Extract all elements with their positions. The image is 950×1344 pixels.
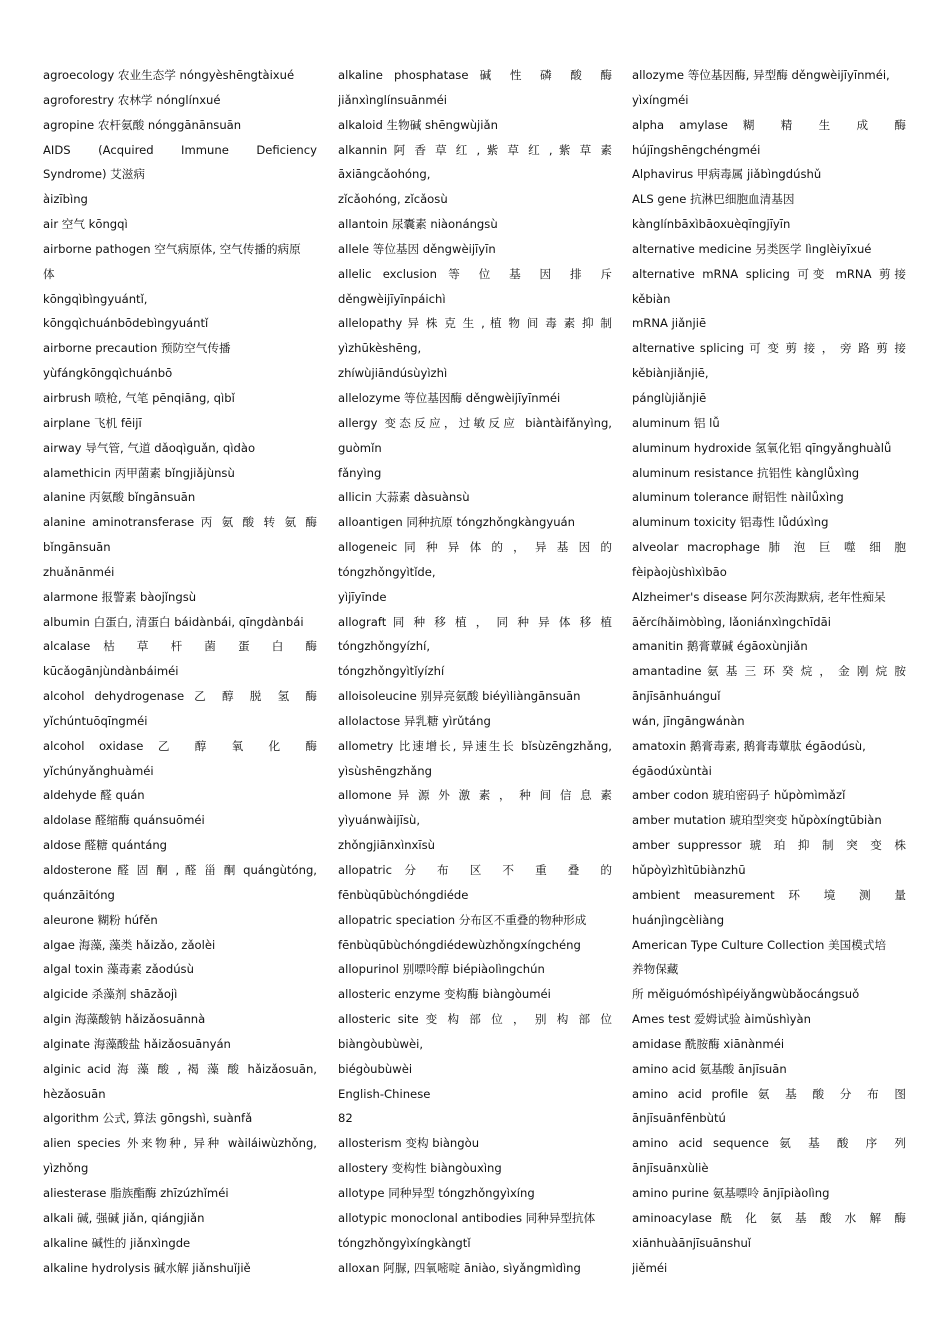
dictionary-line: alien species 外来物种, 异种 wàiláiwùzhǒng, xyxy=(43,1136,317,1151)
dictionary-line: aluminum hydroxide 氢氧化铝 qīngyǎnghuàlǚ xyxy=(632,440,892,455)
dictionary-line: jiěméi xyxy=(632,1260,668,1275)
dictionary-line: amino purine 氨基嘌呤 ānjīpiàolìng xyxy=(632,1185,830,1200)
dictionary-line: amatoxin 鹅膏毒素, 鹅膏毒蕈肽 égāodúsù, xyxy=(632,738,866,753)
dictionary-line: airborne precaution 预防空气传播 xyxy=(43,341,231,356)
dictionary-line: allogeneic 同 种 异 体 的 ， 异 基 因 的 xyxy=(338,540,612,555)
dictionary-line: huánjìngcèliàng xyxy=(632,912,725,927)
dictionary-line: fǎnyìng xyxy=(338,465,382,480)
dictionary-line: alternative medicine 另类医学 lìnglèiyīxué xyxy=(632,241,872,256)
dictionary-line: amber codon 琥珀密码子 hǔpòmìmǎzǐ xyxy=(632,788,846,803)
dictionary-line: alkali 碱, 强碱 jiǎn, qiángjiǎn xyxy=(43,1210,205,1225)
dictionary-line: alcalase 枯 草 杆 菌 蛋 白 酶 xyxy=(43,639,317,654)
dictionary-line: alveolar macrophage 肺 泡 巨 噬 细 胞 xyxy=(632,540,906,555)
dictionary-line: algae 海藻, 藻类 hǎizǎo, zǎolèi xyxy=(43,937,216,952)
dictionary-line: aldosterone 醛 固 酮 , 醛 甾 酮 quángùtóng, xyxy=(43,863,317,877)
dictionary-line: yìsùshēngzhǎng xyxy=(338,763,432,778)
dictionary-line: allosteric site 变 构 部 位 ， 别 构 部 位 xyxy=(338,1012,612,1027)
dictionary-line: agroecology 农业生态学 nóngyèshēngtàixué xyxy=(43,68,295,82)
dictionary-line: alkaloid 生物碱 shēngwùjiǎn xyxy=(338,117,498,132)
dictionary-line: alanine aminotransferase 丙 氨 酸 转 氨 酶 xyxy=(43,515,317,530)
dictionary-line: allomone 异 源 外 激 素 ， 种 间 信 息 素 xyxy=(338,788,612,803)
dictionary-line: agroforestry 农林学 nónglínxué xyxy=(43,92,221,107)
dictionary-line: American Type Culture Collection 美国模式培 xyxy=(632,937,887,952)
dictionary-line: English-Chinese xyxy=(338,1086,431,1101)
dictionary-line: alloisoleucine 别异亮氨酸 biéyìliàngānsuān xyxy=(338,689,581,704)
dictionary-line: fèipàojùshìxìbāo xyxy=(632,564,727,579)
dictionary-line: ānjīsānhuánguǐ xyxy=(632,689,721,704)
dictionary-line: bǐngānsuān xyxy=(43,540,111,555)
column-3 xyxy=(632,63,906,1280)
dictionary-line: alginic acid 海 藻 酸 , 褐 藻 酸 hǎizǎosuān, xyxy=(43,1061,317,1076)
column-1 xyxy=(43,63,317,1280)
dictionary-line: pánglùjiǎnjiē xyxy=(632,390,707,405)
dictionary-line: tóngzhǒngyìtǐyízhí xyxy=(338,664,445,679)
dictionary-line: Syndrome) 艾滋病 xyxy=(43,167,145,182)
dictionary-line: allopatric 分 布 区 不 重 叠 的 xyxy=(338,863,612,877)
dictionary-line: jiǎnxìnglínsuānméi xyxy=(338,92,447,107)
dictionary-line: biégòubùwèi xyxy=(338,1061,413,1076)
dictionary-line: yùfángkōngqìchuánbō xyxy=(43,366,173,381)
dictionary-line: aliesterase 脂族酯酶 zhīzúzhǐméi xyxy=(43,1185,229,1200)
dictionary-line: 体 xyxy=(43,266,55,281)
dictionary-line: zhǒngjiānxìnxīsù xyxy=(338,838,436,853)
dictionary-line: allolactose 异乳糖 yìrǔtáng xyxy=(338,713,491,728)
dictionary-line: alanine 丙氨酸 bǐngānsuān xyxy=(43,490,196,505)
dictionary-line: airplane 飞机 fēijī xyxy=(43,415,142,430)
dictionary-line: amino acid profile 氨 基 酸 分 布 图 xyxy=(632,1086,906,1101)
dictionary-line: mRNA jiǎnjiē xyxy=(632,316,707,331)
dictionary-line: amino acid 氨基酸 ānjīsuān xyxy=(632,1061,787,1076)
dictionary-line: alloxan 阿脲, 四氧嘧啶 āniào, sìyǎngmìdìng xyxy=(338,1260,581,1275)
dictionary-line: alginate 海藻酸盐 hǎizǎosuānyán xyxy=(43,1036,231,1051)
dictionary-line: āěrcíhǎimòbìng, lǎoniánxìngchīdāi xyxy=(632,614,831,629)
dictionary-line: aminoacylase 酰 化 氨 基 酸 水 解 酶 xyxy=(632,1210,906,1225)
dictionary-line: ambient measurement 环 境 测 量 xyxy=(632,887,906,902)
dictionary-line: fēnbùqūbùchóngdiéde xyxy=(338,887,469,902)
dictionary-line: allozyme 等位基因酶, 异型酶 děngwèijīyīnméi, xyxy=(632,68,890,82)
dictionary-line: zhuǎnānméi xyxy=(43,564,115,579)
dictionary-line: aldolase 醛缩酶 quánsuōméi xyxy=(43,813,205,828)
dictionary-line: allosterism 变构 biàngòu xyxy=(338,1136,480,1151)
dictionary-line: allostery 变构性 biàngòuxìng xyxy=(338,1161,502,1176)
dictionary-line: allopurinol 别嘌呤醇 biépiàolìngchún xyxy=(338,962,545,977)
dictionary-line: égāodúxùntài xyxy=(632,763,712,778)
dictionary-line: alkaline 碱性的 jiǎnxìngde xyxy=(43,1235,191,1250)
dictionary-line: air 空气 kōngqì xyxy=(43,217,128,232)
dictionary-line: Ames test 爱姆试验 àimǔshìyàn xyxy=(632,1012,811,1027)
column-2 xyxy=(338,63,612,1280)
dictionary-line: amber mutation 琥珀型突变 hǔpòxíngtūbiàn xyxy=(632,813,882,828)
dictionary-line: zǐcǎohóng, zǐcǎosù xyxy=(338,192,448,207)
dictionary-line: allele 等位基因 děngwèijīyīn xyxy=(338,241,496,256)
dictionary-line: kōngqìchuánbōdebìngyuántǐ xyxy=(43,316,209,331)
dictionary-line: yìyuánwàijīsù, xyxy=(338,813,421,828)
dictionary-line: aldehyde 醛 quán xyxy=(43,788,145,803)
dictionary-line: yǐchúnyǎnghuàméi xyxy=(43,763,154,778)
dictionary-line: amanitin 鹅膏蕈碱 égāoxùnjiǎn xyxy=(632,639,808,654)
dictionary-line: zhíwùjiāndúsùyìzhì xyxy=(338,366,448,381)
dictionary-line: amantadine 氨 基 三 环 癸 烷 ， 金 刚 烷 胺 xyxy=(632,664,906,679)
dictionary-line: amidase 酰胺酶 xiānànméi xyxy=(632,1036,785,1051)
dictionary-line: yǐchúntuōqīngméi xyxy=(43,713,148,728)
dictionary-line: fēnbùqūbùchóngdiédewùzhǒngxíngchéng xyxy=(338,937,581,952)
dictionary-line: hújīngshēngchéngméi xyxy=(632,142,761,157)
dictionary-line: ALS gene 抗淋巴细胞血清基因 xyxy=(632,192,795,207)
dictionary-line: yìxíngméi xyxy=(632,92,689,107)
dictionary-line: allometry 比速增长, 异速生长 bǐsùzēngzhǎng, xyxy=(338,738,612,753)
dictionary-line: alcohol oxidase 乙 醇 氧 化 酶 xyxy=(43,738,317,753)
dictionary-line: airborne pathogen 空气病原体, 空气传播的病原 xyxy=(43,241,301,256)
dictionary-line: allelozyme 等位基因酶 děngwèijīyīnméi xyxy=(338,390,561,405)
dictionary-line: allotype 同种异型 tóngzhǒngyìxíng xyxy=(338,1185,535,1200)
dictionary-line: alamethicin 丙甲菌素 bǐngjiǎjùnsù xyxy=(43,465,235,480)
dictionary-line: algicide 杀藻剂 shāzǎojì xyxy=(43,987,178,1002)
dictionary-line: 82 xyxy=(338,1111,353,1126)
dictionary-line: aleurone 糊粉 húfěn xyxy=(43,912,158,927)
dictionary-line: yìzhǒng xyxy=(43,1161,89,1176)
dictionary-line: alcohol dehydrogenase 乙 醇 脱 氢 酶 xyxy=(43,689,317,704)
dictionary-line: allelopathy 异 株 克 生 , 植 物 间 毒 素 抑 制 xyxy=(338,316,612,331)
dictionary-line: allicin 大蒜素 dàsuànsù xyxy=(338,490,470,505)
dictionary-line: albumin 白蛋白, 清蛋白 báidànbái, qīngdànbái xyxy=(43,614,304,629)
dictionary-line: quánzāitóng xyxy=(43,887,115,902)
dictionary-line: algorithm 公式, 算法 gōngshì, suànfǎ xyxy=(43,1111,253,1126)
dictionary-line: ānjīsuānxùliè xyxy=(632,1161,709,1176)
dictionary-line: alternative mRNA splicing 可变 mRNA 剪接 xyxy=(632,266,906,281)
dictionary-line: AIDS (Acquired Immune Deficiency xyxy=(43,142,317,157)
dictionary-line: yìjīyīnde xyxy=(338,589,387,604)
dictionary-line: alloantigen 同种抗原 tóngzhǒngkàngyuán xyxy=(338,515,576,530)
dictionary-line: kěbiànjiǎnjiē, xyxy=(632,366,709,381)
dictionary-line: agropine 农杆氨酸 nónggānānsuān xyxy=(43,117,242,132)
dictionary-line: airway 导气管, 气道 dǎoqìguǎn, qìdào xyxy=(43,440,256,455)
dictionary-line: wán, jīngāngwánàn xyxy=(632,713,745,728)
dictionary-line: tóngzhǒngyìtǐde, xyxy=(338,564,436,579)
dictionary-line: kànglínbāxìbāoxuèqīngjīyīn xyxy=(632,217,791,232)
dictionary-line: alarmone 报警素 bàojǐngsù xyxy=(43,589,197,604)
dictionary-line: alkaline hydrolysis 碱水解 jiǎnshuǐjiě xyxy=(43,1260,251,1275)
dictionary-line: āxiāngcǎohóng, xyxy=(338,167,431,182)
dictionary-line: guòmǐn xyxy=(338,440,382,455)
dictionary-line: allantoin 尿囊素 niàonángsù xyxy=(338,217,498,232)
dictionary-line: kūcǎogānjùndànbáiméi xyxy=(43,664,179,679)
dictionary-line: aluminum toxicity 铝毒性 lǚdúxìng xyxy=(632,515,829,530)
dictionary-line: aluminum 铝 lǚ xyxy=(632,415,720,430)
dictionary-line: tóngzhǒngyízhí, xyxy=(338,639,431,654)
dictionary-line: aluminum resistance 抗铝性 kànglǚxìng xyxy=(632,465,860,480)
dictionary-line: alternative splicing 可 变 剪 接 ， 旁 路 剪 接 xyxy=(632,341,906,356)
dictionary-line: kěbiàn xyxy=(632,291,671,306)
dictionary-line: allopatric speciation 分布区不重叠的物种形成 xyxy=(338,912,587,927)
dictionary-line: hèzǎosuān xyxy=(43,1086,106,1101)
dictionary-line: aluminum tolerance 耐铝性 nàilǚxìng xyxy=(632,490,844,505)
dictionary-line: allergy 变态反应，过敏反应 biàntàifǎnyìng, xyxy=(338,415,612,430)
dictionary-line: biàngòubùwèi, xyxy=(338,1036,424,1051)
dictionary-line: kōngqìbìngyuántǐ, xyxy=(43,291,148,306)
dictionary-line: xiānhuàānjīsuānshuǐ xyxy=(632,1235,752,1250)
dictionary-line: alkannin 阿 香 草 红 , 紫 草 红 , 紫 草 素 xyxy=(338,142,612,157)
dictionary-line: àizībìng xyxy=(43,192,88,207)
dictionary-line: yìzhūkèshēng, xyxy=(338,341,422,356)
dictionary-line: 养物保藏 xyxy=(632,962,679,977)
dictionary-line: tóngzhǒngyìxíngkàngtǐ xyxy=(338,1235,471,1250)
dictionary-line: alkaline phosphatase 碱 性 磷 酸 酶 xyxy=(338,68,612,82)
dictionary-line: algal toxin 藻毒素 zǎodúsù xyxy=(43,962,194,977)
dictionary-line: amino acid sequence 氨 基 酸 序 列 xyxy=(632,1136,906,1151)
dictionary-line: amber suppressor 琥 珀 抑 制 突 变 株 xyxy=(632,838,906,853)
dictionary-line: Alphavirus 甲病毒属 jiǎbìngdúshǔ xyxy=(632,167,822,182)
dictionary-line: allosteric enzyme 变构酶 biàngòuméi xyxy=(338,987,551,1002)
dictionary-line: Alzheimer's disease 阿尔茨海默病, 老年性痴呆 xyxy=(632,589,886,604)
dictionary-line: allotypic monoclonal antibodies 同种异型抗体 xyxy=(338,1210,596,1225)
dictionary-line: allelic exclusion 等 位 基 因 排 斥 xyxy=(338,266,612,281)
dictionary-line: allograft 同 种 移 植 ， 同 种 异 体 移 植 xyxy=(338,614,612,629)
dictionary-line: děngwèijīyīnpáichì xyxy=(338,291,446,306)
dictionary-line: algin 海藻酸钠 hǎizǎosuānnà xyxy=(43,1012,206,1027)
dictionary-line: hǔpòyìzhìtūbiànzhū xyxy=(632,863,746,877)
dictionary-line: airbrush 喷枪, 气笔 pēnqiāng, qìbǐ xyxy=(43,390,235,405)
dictionary-line: alpha amylase 糊 精 生 成 酶 xyxy=(632,117,906,132)
dictionary-line: aldose 醛糖 quántáng xyxy=(43,838,168,853)
dictionary-line: ānjīsuānfēnbùtú xyxy=(632,1111,726,1126)
dictionary-line: 所 měiguómóshìpéiyǎngwùbǎocángsuǒ xyxy=(632,987,860,1002)
